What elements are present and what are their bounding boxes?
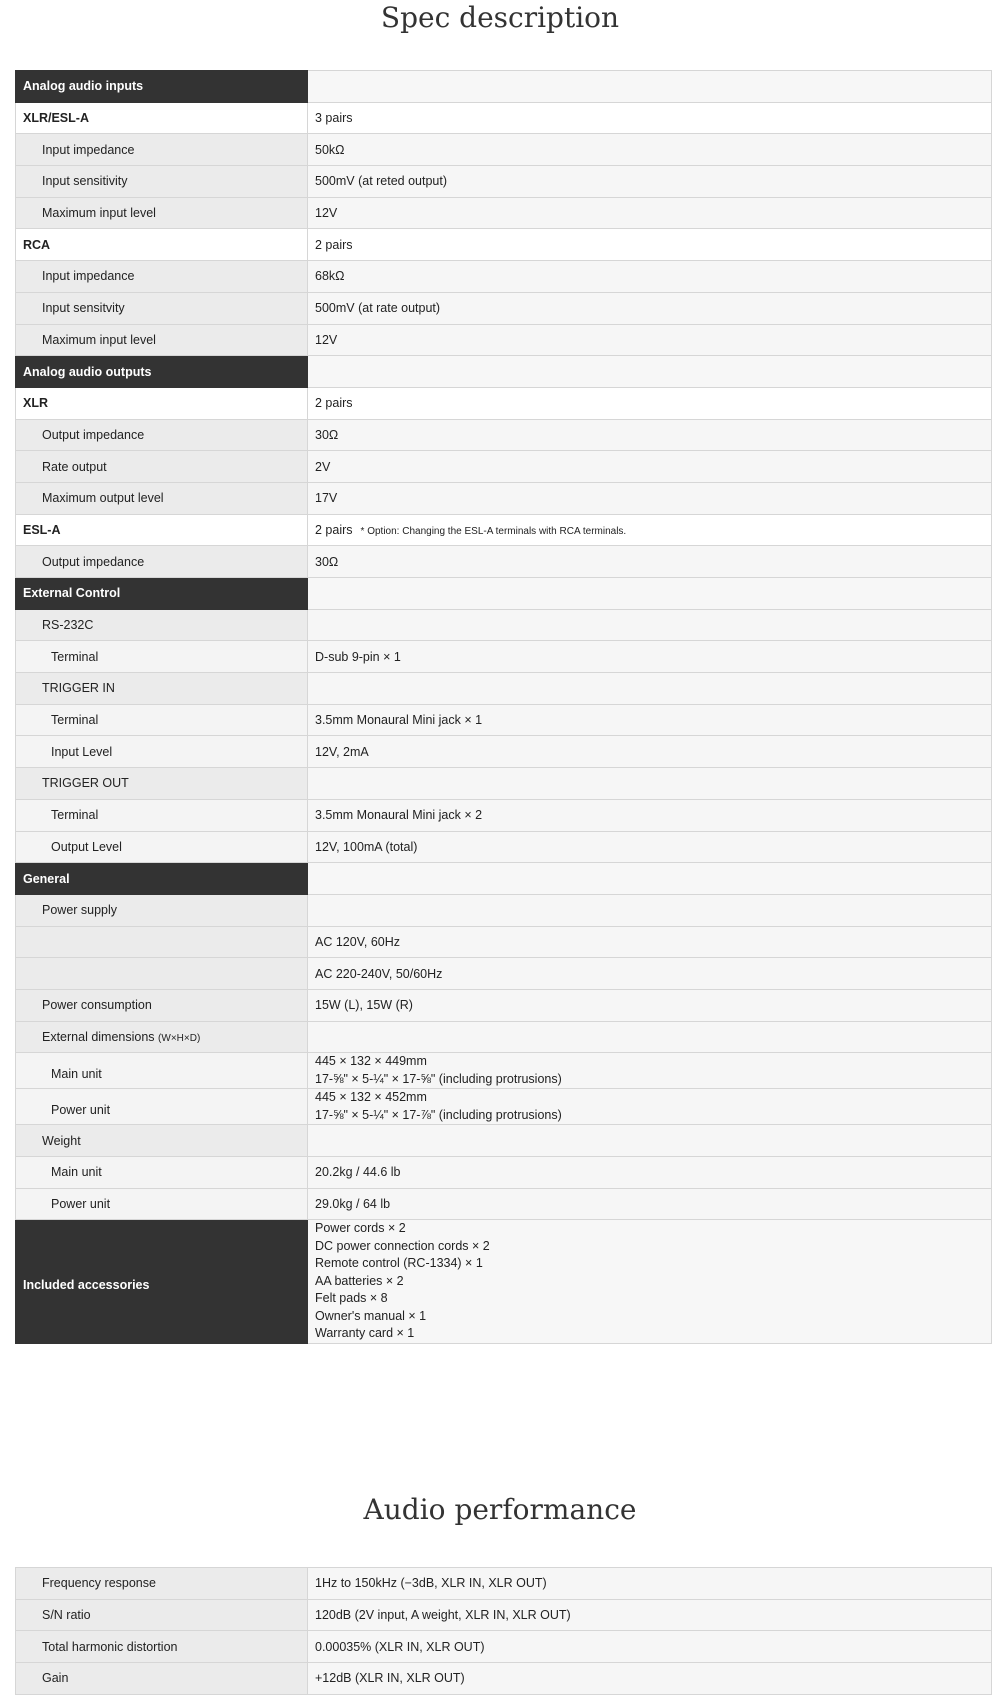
spec-row <box>16 1188 992 1220</box>
spec-value <box>308 1663 992 1695</box>
spec-value <box>308 609 992 641</box>
spec-label <box>16 1568 308 1600</box>
spec-value <box>308 261 992 293</box>
spec-value-text: D-sub 9-pin × 1 <box>315 649 401 664</box>
spec-label <box>16 673 308 705</box>
spec-label-unit: (W×H×D) <box>158 1032 201 1044</box>
spec-label-text: Output impedance <box>42 554 145 569</box>
spec-label <box>16 1089 308 1125</box>
spec-label-text: Total harmonic distortion <box>42 1639 178 1654</box>
spec-value <box>308 1568 992 1600</box>
spec-value <box>308 71 992 103</box>
spec-value-text: 15W (L), 15W (R) <box>315 998 413 1013</box>
spec-value-text: 12V, 2mA <box>315 744 369 759</box>
spec-label <box>16 514 308 546</box>
spec-label <box>16 229 308 261</box>
spec-label-text: RCA <box>23 237 51 252</box>
spec-label-text: Terminal <box>51 713 99 728</box>
spec-value-text: 3.5mm Monaural Mini jack × 2 <box>315 808 483 823</box>
spec-label <box>16 1631 308 1663</box>
spec-value-text: 2 pairs <box>315 237 353 252</box>
spec-label-text: Power consumption <box>42 998 152 1013</box>
spec-row <box>16 1599 992 1631</box>
spec-label-text: Input sensitvity <box>42 301 125 316</box>
spec-value <box>308 894 992 926</box>
spec-row <box>16 1089 992 1125</box>
spec-value-text: AC 220-240V, 50/60Hz <box>315 966 443 981</box>
spec-label-text: Maximum output level <box>42 491 164 506</box>
spec-row <box>16 768 992 800</box>
spec-value-text: 12V <box>315 332 338 347</box>
spec-label-text: Analog audio inputs <box>23 79 144 94</box>
spec-value <box>308 958 992 990</box>
spec-value <box>308 387 992 419</box>
spec-label-text: Frequency response <box>42 1576 156 1591</box>
spec-row <box>16 102 992 134</box>
spec-value <box>308 197 992 229</box>
spec-value <box>308 134 992 166</box>
spec-row <box>16 229 992 261</box>
spec-row <box>16 419 992 451</box>
spec-row <box>16 704 992 736</box>
spec-label <box>16 1157 308 1189</box>
spec-label-text: S/N ratio <box>42 1608 91 1623</box>
audio-table-body <box>16 1568 992 1695</box>
spec-value-text: +12dB (XLR IN, XLR OUT) <box>315 1671 465 1686</box>
spec-label <box>16 989 308 1021</box>
spec-value-line: Felt pads × 8 <box>315 1291 388 1306</box>
spec-label <box>16 134 308 166</box>
spec-value-text: 50kΩ <box>315 142 345 157</box>
spec-label-text: TRIGGER OUT <box>42 776 129 791</box>
spec-row <box>16 1568 992 1600</box>
spec-label <box>16 1053 308 1089</box>
spec-value-text: 1Hz to 150kHz (−3dB, XLR IN, XLR OUT) <box>315 1576 547 1591</box>
spec-label-text: Rate output <box>42 459 107 474</box>
spec-label <box>16 926 308 958</box>
spec-label <box>16 419 308 451</box>
spec-value <box>308 324 992 356</box>
spec-value <box>308 831 992 863</box>
spec-label-text: General <box>23 871 70 886</box>
spec-value-text: 2 pairs <box>315 522 353 537</box>
spec-label <box>16 451 308 483</box>
section-header-row <box>16 356 992 388</box>
spec-label-text: XLR <box>23 396 48 411</box>
spec-value <box>308 1157 992 1189</box>
spec-row <box>16 134 992 166</box>
spec-value <box>308 1220 992 1344</box>
spec-value <box>308 102 992 134</box>
spec-label <box>16 1599 308 1631</box>
spec-value-line: 17-⅝" × 5-¼" × 17-⅝" (including protrusions) <box>315 1071 562 1086</box>
spec-value <box>308 704 992 736</box>
spec-value-text: 68kΩ <box>315 269 345 284</box>
spec-row <box>16 736 992 768</box>
spec-value <box>308 419 992 451</box>
spec-value-text: 29.0kg / 64 lb <box>315 1197 391 1212</box>
spec-value <box>308 1599 992 1631</box>
spec-row <box>16 1157 992 1189</box>
spec-label-text: XLR/ESL-A <box>23 111 89 126</box>
spec-label-text: Main unit <box>51 1165 102 1180</box>
spec-value-text: 12V <box>315 206 338 221</box>
spec-row <box>16 926 992 958</box>
spec-value <box>308 514 992 546</box>
spec-row <box>16 197 992 229</box>
spec-label-text: Analog audio outputs <box>23 364 152 379</box>
spec-value <box>308 1089 992 1125</box>
spec-value-line: Power cords × 2 <box>315 1221 406 1236</box>
spec-row <box>16 609 992 641</box>
spec-value <box>308 1053 992 1089</box>
spec-label-text: Output impedance <box>42 427 145 442</box>
spec-value <box>308 863 992 895</box>
spec-value-text: AC 120V, 60Hz <box>315 934 401 949</box>
spec-label-text: External Control <box>23 586 121 601</box>
spec-value-line: Remote control (RC-1334) × 1 <box>315 1256 483 1271</box>
spec-table-body <box>16 71 992 1344</box>
spec-value-line: 445 × 132 × 449mm <box>315 1054 427 1069</box>
spec-row <box>16 1125 992 1157</box>
spec-value-line: DC power connection cords × 2 <box>315 1238 490 1253</box>
spec-value <box>308 578 992 610</box>
spec-label <box>16 831 308 863</box>
spec-row <box>16 1053 992 1089</box>
spec-value-text: 30Ω <box>315 554 339 569</box>
spec-label <box>16 1663 308 1695</box>
spec-value-line: 445 × 132 × 452mm <box>315 1090 427 1105</box>
spec-label <box>16 387 308 419</box>
spec-label-text: Input impedance <box>42 269 135 284</box>
spec-value-text: 0.00035% (XLR IN, XLR OUT) <box>315 1639 485 1654</box>
spec-label-text: Power unit <box>51 1197 111 1212</box>
spec-label-text: Included accessories <box>23 1277 150 1292</box>
spec-value <box>308 229 992 261</box>
spec-label-text: Input Level <box>51 744 113 759</box>
spec-value-line: Warranty card × 1 <box>315 1326 415 1341</box>
spec-label <box>16 197 308 229</box>
spec-label-text: Power supply <box>42 903 118 918</box>
section-header-label <box>16 1220 308 1344</box>
spec-row <box>16 166 992 198</box>
spec-value-text: 30Ω <box>315 427 339 442</box>
spec-label-text: Input sensitivity <box>42 174 128 189</box>
spec-label <box>16 958 308 990</box>
spec-value <box>308 736 992 768</box>
spec-label <box>16 799 308 831</box>
audio-performance-title: Audio performance <box>363 1493 637 1526</box>
spec-value-text: 3.5mm Monaural Mini jack × 1 <box>315 713 483 728</box>
spec-value-text: 500mV (at rate output) <box>315 301 441 316</box>
spec-row <box>16 641 992 673</box>
spec-label <box>16 894 308 926</box>
section-header-row <box>16 71 992 103</box>
spec-label-text: ESL-A <box>23 522 61 537</box>
spec-row <box>16 482 992 514</box>
spec-label <box>16 704 308 736</box>
spec-label-text: Power unit <box>51 1103 111 1118</box>
spec-value <box>308 546 992 578</box>
spec-row <box>16 1663 992 1695</box>
spec-value-text: 3 pairs <box>315 111 353 126</box>
spec-row <box>16 1631 992 1663</box>
spec-row <box>16 292 992 324</box>
spec-label <box>16 166 308 198</box>
spec-value <box>308 292 992 324</box>
spec-value-line: 17-⅝" × 5-¼" × 17-⅞" (including protrusions) <box>315 1107 562 1122</box>
spec-row <box>16 546 992 578</box>
spec-value-text: 20.2kg / 44.6 lb <box>315 1165 401 1180</box>
spec-value <box>308 1125 992 1157</box>
spec-label <box>16 1125 308 1157</box>
spec-value <box>308 166 992 198</box>
spec-label-text: Output Level <box>51 839 122 854</box>
spec-label <box>16 609 308 641</box>
section-header-label <box>16 863 308 895</box>
spec-value <box>308 1631 992 1663</box>
spec-value-line: Owner's manual × 1 <box>315 1308 427 1323</box>
spec-row <box>16 451 992 483</box>
spec-row <box>16 1021 992 1053</box>
spec-label <box>16 546 308 578</box>
spec-label <box>16 641 308 673</box>
spec-row <box>16 514 992 546</box>
section-header-row <box>16 863 992 895</box>
spec-row <box>16 799 992 831</box>
spec-label-text: TRIGGER IN <box>42 681 115 696</box>
spec-value <box>308 1188 992 1220</box>
spec-row <box>16 324 992 356</box>
audio-performance-table <box>15 1567 992 1695</box>
section-header-row <box>16 1220 992 1344</box>
spec-value <box>308 989 992 1021</box>
spec-value <box>308 768 992 800</box>
spec-label-text: Maximum input level <box>42 332 156 347</box>
spec-row <box>16 261 992 293</box>
spec-label-text: Main unit <box>51 1067 102 1082</box>
spec-label-text: External dimensions <box>42 1029 155 1044</box>
spec-value <box>308 641 992 673</box>
spec-value-line: AA batteries × 2 <box>315 1273 404 1288</box>
spec-row <box>16 831 992 863</box>
section-header-row <box>16 578 992 610</box>
spec-value <box>308 926 992 958</box>
section-header-label <box>16 356 308 388</box>
spec-value-text: 120dB (2V input, A weight, XLR IN, XLR OUT) <box>315 1608 571 1623</box>
spec-label <box>16 102 308 134</box>
spec-value-text: 2 pairs <box>315 396 353 411</box>
spec-value-text: 500mV (at reted output) <box>315 174 448 189</box>
spec-value <box>308 673 992 705</box>
spec-row <box>16 387 992 419</box>
spec-value <box>308 1021 992 1053</box>
spec-label-text: Gain <box>42 1671 69 1686</box>
section-header-label <box>16 578 308 610</box>
spec-row <box>16 989 992 1021</box>
spec-table <box>15 70 992 1344</box>
spec-value <box>308 482 992 514</box>
spec-row <box>16 958 992 990</box>
spec-value-text: 2V <box>315 459 331 474</box>
spec-label <box>16 768 308 800</box>
spec-label-text: Terminal <box>51 649 99 664</box>
spec-label <box>16 1021 308 1053</box>
spec-value <box>308 356 992 388</box>
spec-value <box>308 451 992 483</box>
spec-row <box>16 673 992 705</box>
spec-label-text: Input impedance <box>42 142 135 157</box>
spec-label <box>16 736 308 768</box>
spec-label-text: Maximum input level <box>42 206 156 221</box>
spec-value <box>308 799 992 831</box>
spec-label-text: Terminal <box>51 808 99 823</box>
spec-value-text: 17V <box>315 491 338 506</box>
spec-note: * Option: Changing the ESL-A terminals with RCA terminals. <box>360 525 627 537</box>
spec-label <box>16 1188 308 1220</box>
spec-description-title: Spec description <box>380 1 620 34</box>
spec-label <box>16 324 308 356</box>
spec-label <box>16 482 308 514</box>
spec-label <box>16 292 308 324</box>
spec-row <box>16 894 992 926</box>
spec-label-text: Weight <box>42 1133 81 1148</box>
spec-label-text: RS-232C <box>42 618 94 633</box>
spec-value-text: 12V, 100mA (total) <box>315 839 418 854</box>
spec-label <box>16 261 308 293</box>
section-header-label <box>16 71 308 103</box>
